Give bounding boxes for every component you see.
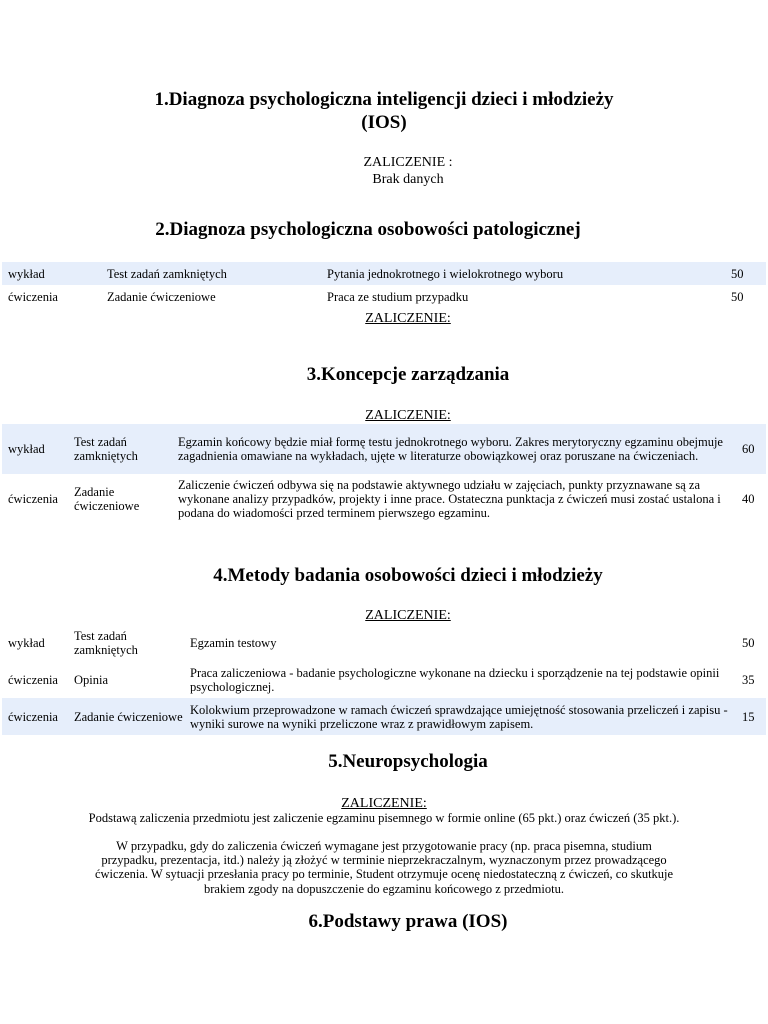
cell-type: ćwiczenia [8, 672, 58, 687]
table-row [2, 262, 766, 285]
cell-points: 50 [727, 262, 766, 285]
cell-type: ćwiczenia [8, 492, 58, 506]
cell-desc: Zaliczenie ćwiczeń odbywa się na podstawie aktywnego udziału w zajęciach, punkty przyznawane są za wykonane analizy przypadków, projekty i inne prace. Ostateczna punktacja z ćwiczeń musi zostać ustalona i podana do wiadomości przed terminem pierwszego egzaminu. [178, 478, 721, 520]
section-4-title: 4.Metody badania osobowości dzieci i młodzieży [213, 565, 603, 586]
cell-desc: Egzamin testowy [190, 635, 277, 650]
section-1-title-line1: 1.Diagnoza psychologiczna inteligencji dzieci i młodzieży [154, 89, 614, 110]
cell-desc: Egzamin końcowy będzie miał formę testu jednokrotnego wyboru. Zakres merytoryczny egzaminu obejmuje zagadnienia omawiane na wykładach, ujęte w literaturze obowiązkowej oraz poruszane na ćwiczeniach. [172, 424, 738, 474]
table-row [2, 474, 766, 524]
cell-type: wykład [2, 424, 68, 474]
cell-desc: Kolokwium przeprowadzone w ramach ćwiczeń sprawdzające umiejętność stosowania przeliczeń i zapisu - wyniki surowe na wyniki przeliczone wraz z prawidłowym zapisem. [184, 698, 738, 735]
cell-form: Opinia [74, 672, 109, 687]
section-4-zaliczenie-label: ZALICZENIE: [365, 608, 451, 623]
cell-form: Test zadań zamkniętych [68, 424, 172, 474]
table-row [2, 424, 766, 474]
table-row [2, 661, 766, 698]
cell-points: 35 [742, 672, 755, 687]
section-1-zaliczenie-label: ZALICZENIE : [363, 155, 453, 170]
cell-points: 40 [742, 492, 755, 506]
cell-form: Zadanie ćwiczeniowe [74, 485, 140, 513]
section-5-paragraph-1: Podstawą zaliczenia przedmiotu jest zaliczenie egzaminu pisemnego w formie online (65 pkt.) oraz ćwiczeń (35 pkt.). [88, 811, 680, 825]
cell-points: 50 [731, 289, 744, 304]
section-5-title: 5.Neuropsychologia [328, 751, 488, 772]
section-5-zaliczenie-label: ZALICZENIE: [341, 796, 427, 811]
section-2-title: 2.Diagnoza psychologiczna osobowości patologicznej [155, 219, 581, 240]
cell-desc: Pytania jednokrotnego i wielokrotnego wyboru [321, 262, 727, 285]
cell-points: 15 [738, 698, 766, 735]
section-5-paragraph-2: W przypadku, gdy do zaliczenia ćwiczeń wymagane jest przygotowanie pracy (np. praca pisemna, studium przypadku, prezentacja, itd.) należy ją złożyć w terminie nieprzekraczalnym, wyznaczonym przez prowadzącego ćwiczenia. W sytuacji przesłania pracy po terminie, Student otrzymuje ocenę niedostateczną z ćwiczeń, co skutkuje brakiem zgody na dopuszczenie do egzaminu końcowego z przedmiotu. [94, 839, 674, 896]
cell-form: Test zadań zamkniętych [74, 628, 138, 657]
cell-points: 60 [738, 424, 766, 474]
cell-type: ćwiczenia [2, 698, 68, 735]
section-1-zaliczenie-value: Brak danych [372, 172, 444, 187]
cell-type: wykład [2, 262, 101, 285]
table-row [2, 624, 766, 661]
section-2-zaliczenie-label: ZALICZENIE: [365, 311, 451, 326]
table-row [2, 285, 766, 308]
section-2-table [2, 262, 766, 308]
section-6-title: 6.Podstawy prawa (IOS) [308, 911, 508, 932]
cell-form: Test zadań zamkniętych [101, 262, 321, 285]
cell-type: ćwiczenia [8, 289, 58, 304]
cell-desc: Praca ze studium przypadku [327, 289, 469, 304]
cell-points: 50 [742, 635, 755, 650]
section-3-zaliczenie-label: ZALICZENIE: [365, 408, 451, 423]
cell-form: Zadanie ćwiczeniowe [107, 289, 216, 304]
cell-desc: Praca zaliczeniowa - badanie psychologiczne wykonane na dziecku i sporządzenie na tej podstawie opinii psychologicznej. [190, 665, 720, 694]
table-row [2, 698, 766, 735]
section-4-table [2, 624, 766, 735]
cell-form: Zadanie ćwiczeniowe [68, 698, 184, 735]
section-3-title: 3.Koncepcje zarządzania [306, 364, 510, 385]
section-3-table [2, 424, 766, 524]
section-1-title-line2: (IOS) [361, 112, 407, 133]
cell-type: wykład [8, 635, 45, 650]
